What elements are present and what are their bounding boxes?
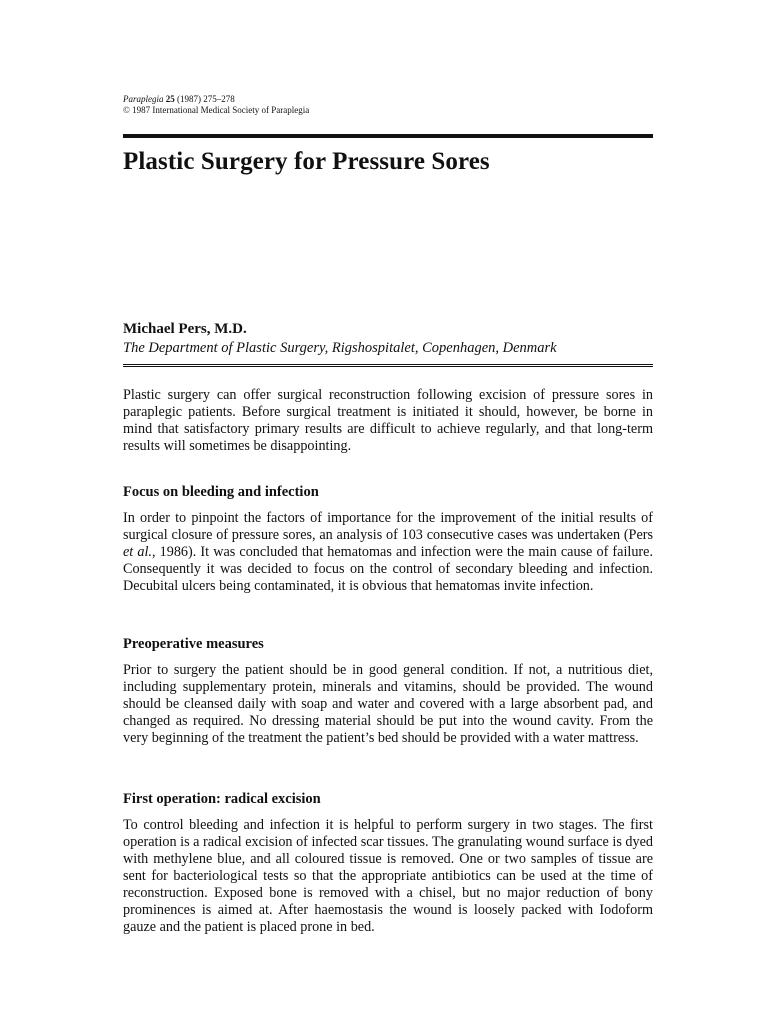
author-affiliation: The Department of Plastic Surgery, Rigshospitalet, Copenhagen, Denmark bbox=[123, 340, 557, 356]
paragraph-text: In order to pinpoint the factors of importance for the improvement of the initial results of surgical closure of pressure sores, an analysis of 103 consecutive cases was undertaken (Pers bbox=[123, 510, 653, 543]
section-paragraph-first-operation: To control bleeding and infection it is helpful to perform surgery in two stages. The first operation is a radical excision of infected scar tissues. The granulating wound surface is dyed with methylene blue, and all coloured tissue is removed. One or two samples of tissue are sent for bacteriological tests so that the appropriate antibiotics can be used at the time of reconstruction. Exposed bone is removed with a chisel, but no major reduction of bony prominences is aimed at. After haemostasis the wound is loosely packed with Iodoform gauze and the patient is placed prone in bed. bbox=[123, 817, 653, 935]
section-heading-preoperative: Preoperative measures bbox=[123, 636, 264, 652]
abstract-paragraph: Plastic surgery can offer surgical reconstruction following excision of pressure sores in paraplegic patients. Before surgical treatment is initiated it should, however, be borne in mind that satisfactory primary results are difficult to achieve regularly, and that long-term results will sometimes be disappointing. bbox=[123, 387, 653, 454]
affiliation-rule bbox=[123, 364, 653, 367]
section-paragraph-preoperative: Prior to surgery the patient should be in good general condition. If not, a nutritious diet, including supplementary protein, minerals and vitamins, should be provided. The wound should be cleansed daily with soap and water and covered with a large absorbent pad, and changed as required. No dressing material should be put into the wound cavity. From the very beginning of the treatment the patient’s bed should be provided with a water mattress. bbox=[123, 662, 653, 746]
article-title: Plastic Surgery for Pressure Sores bbox=[123, 148, 490, 175]
citation-et-al: et al. bbox=[123, 544, 152, 560]
copyright-line: © 1987 International Medical Society of Paraplegia bbox=[123, 105, 310, 115]
author-name: Michael Pers, M.D. bbox=[123, 321, 247, 337]
journal-volume: 25 bbox=[165, 94, 175, 104]
title-rule bbox=[123, 134, 653, 138]
section-paragraph-bleeding bbox=[123, 510, 653, 595]
section-heading-bleeding: Focus on bleeding and infection bbox=[123, 484, 319, 500]
citation-header bbox=[123, 94, 309, 116]
citation-line bbox=[123, 94, 309, 105]
journal-name: Paraplegia bbox=[123, 94, 164, 104]
citation-details: (1987) 275–278 bbox=[174, 94, 235, 104]
paragraph-text: , 1986). It was concluded that hematomas and infection were the main cause of failure. Consequently it was decided to focus on the control of secondary bleeding and infection. Decubital ulcers being contaminated, it is obvious that hematomas invite infection. bbox=[123, 544, 654, 594]
section-heading-first-operation: First operation: radical excision bbox=[123, 791, 321, 807]
